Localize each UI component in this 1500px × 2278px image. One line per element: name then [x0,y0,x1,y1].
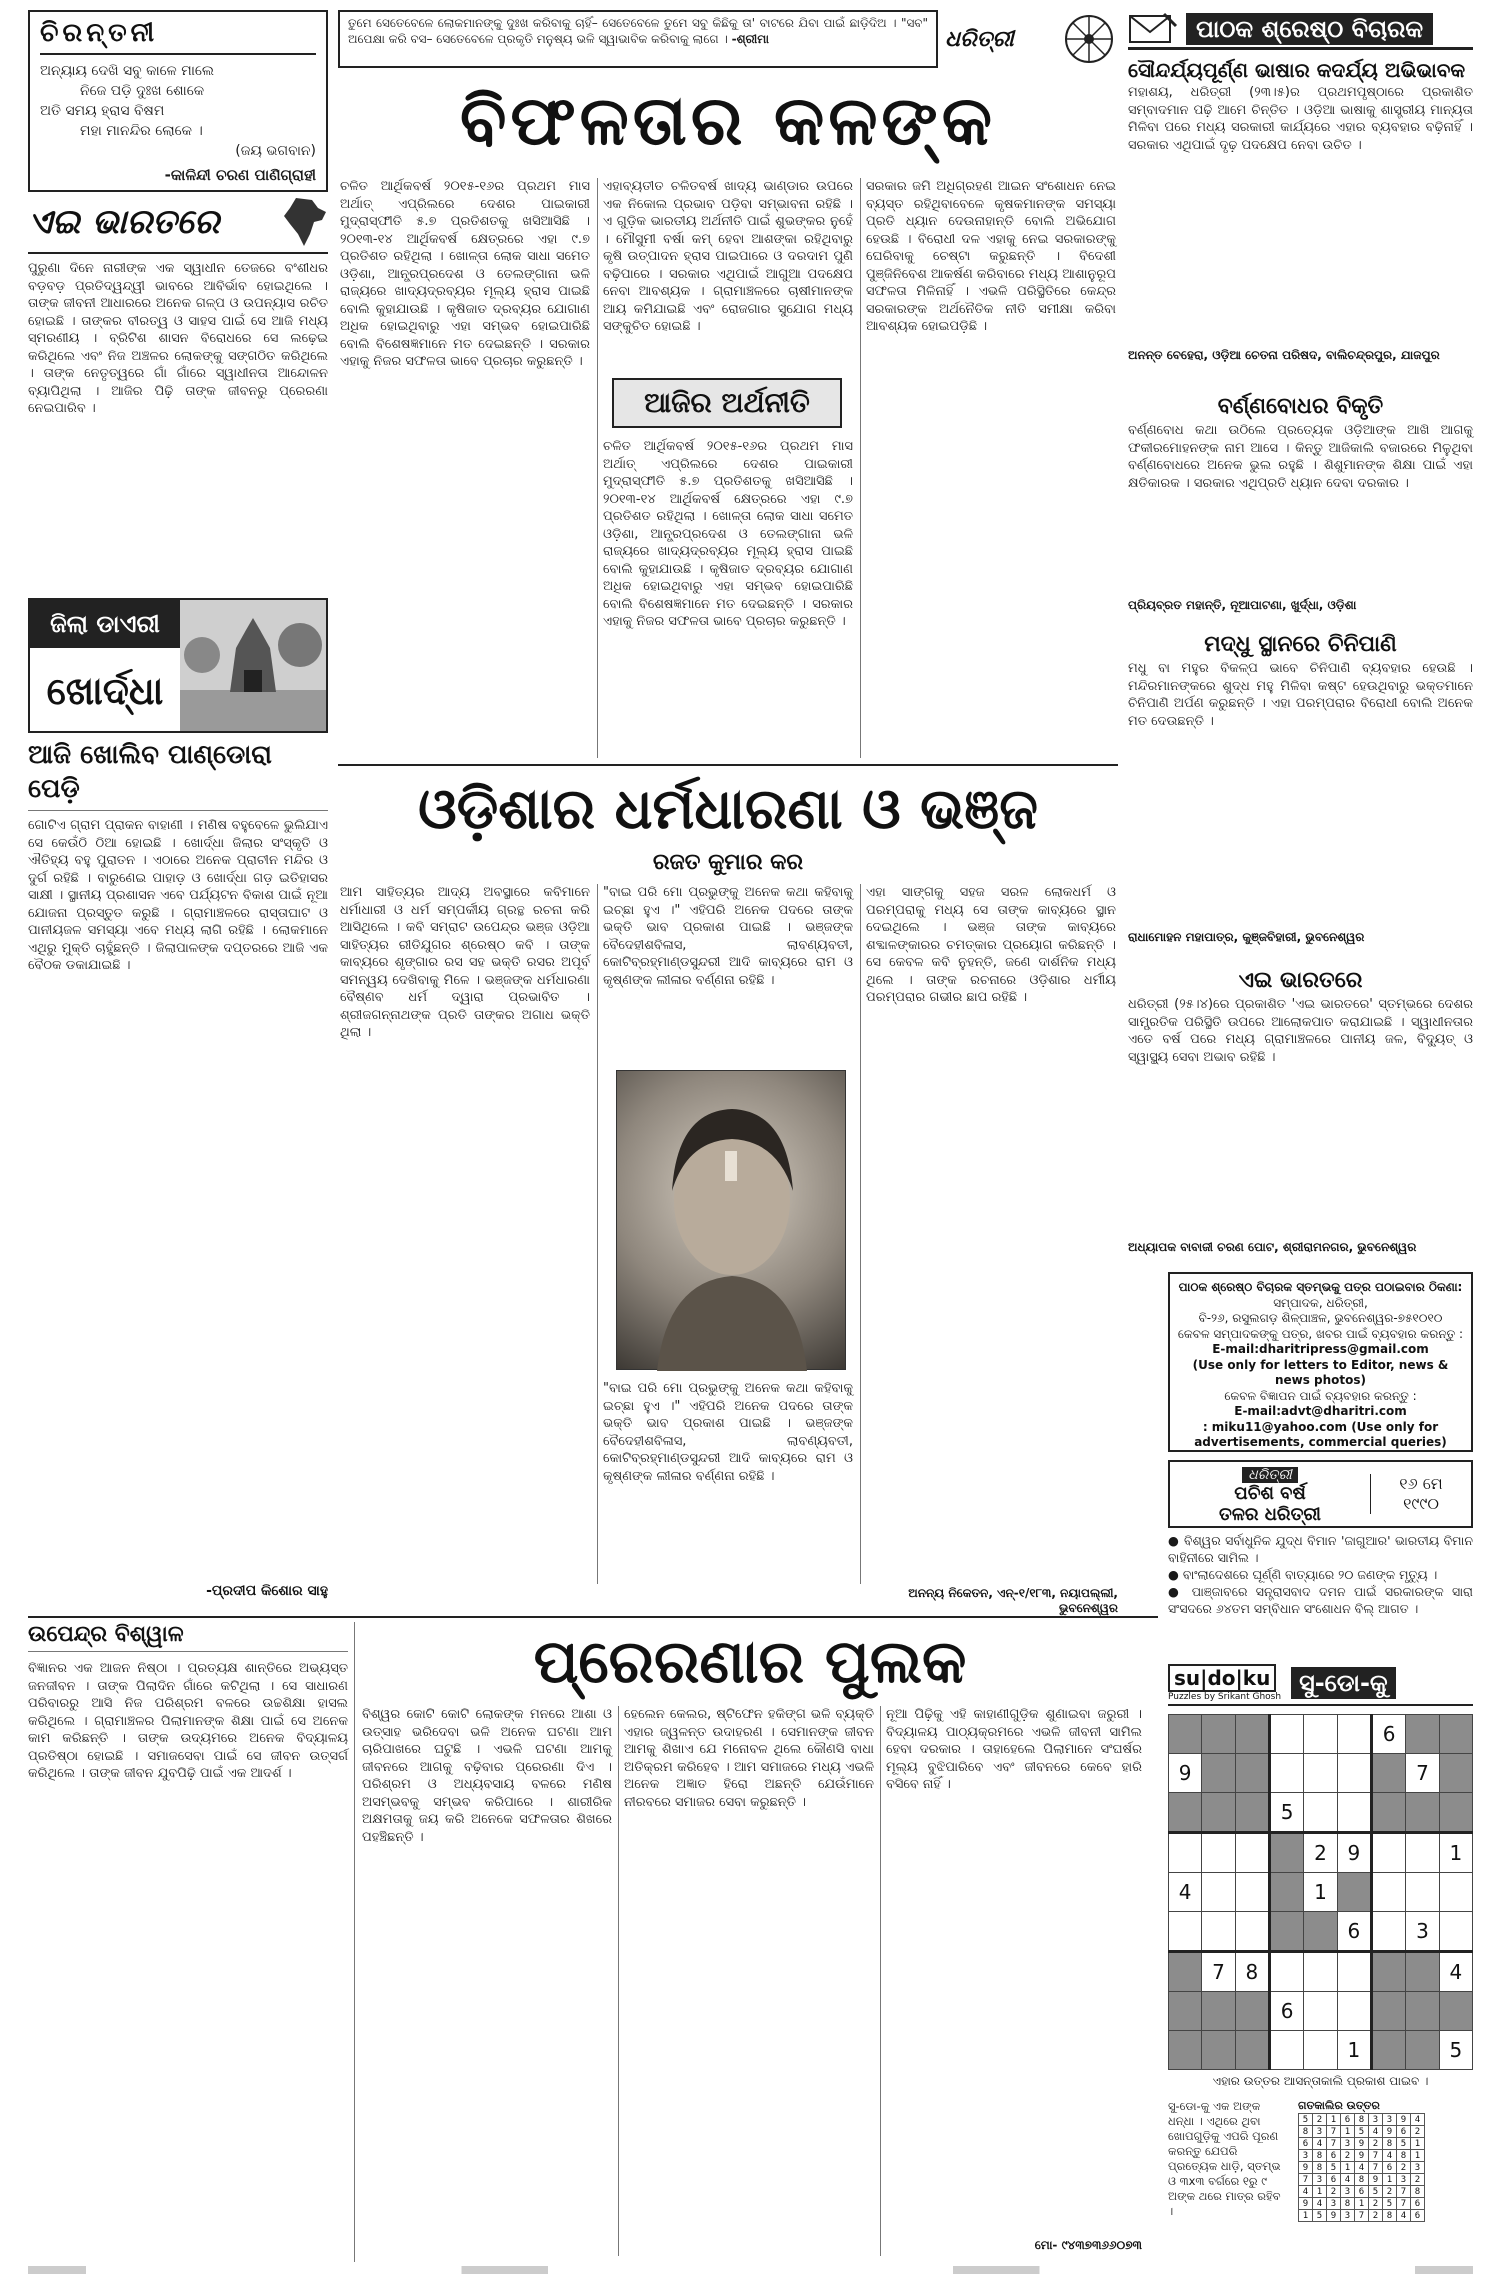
sudoku-cell[interactable] [1406,2031,1439,2070]
feature-col-3: ଏହା ସାଙ୍ଗକୁ ସହଜ ସରଳ ଲୋକଧର୍ମ ଓ ପରମ୍ପରାକୁ ମଧ୍ୟ ସେ ତାଙ୍କ କାବ୍ୟରେ ସ୍ଥାନ ଦେଇଥିଲେ । ଭଞ୍ଜ ତାଙ୍କ କାବ୍ୟରେ ଶବ୍ଦାଳଙ୍କାରର ଚମତ୍କାର ପ୍ରୟୋଗ କରିଛନ୍ତି । ସେ କେବଳ କବି ନୁହନ୍ତି, ଜଣେ ଦାର୍ଶନିକ ମଧ୍ୟ ଥିଲେ । ତାଙ୍କ ରଚନାରେ ଓଡ଼ିଶାର ଧର୍ମୀୟ ପରମ୍ପରାର ଗଭୀର ଛାପ ରହିଛି । [866,885,1116,1005]
answer-cell: 3 [1341,2138,1355,2150]
letter-body: ମହାଶୟ, ଧରିତ୍ରୀ (୨୩।୫)ର ପ୍ରଥମପୃଷ୍ଠାରେ ପ୍ରକାଶିତ ସମ୍ବାଦମାନ ପଢ଼ି ଆମେ ଚିନ୍ତିତ । ଓଡ଼ିଆ ଭାଷାକୁ ଶାସ୍ତ୍ରୀୟ ମାନ୍ୟତା ମିଳିବା ପରେ ମଧ୍ୟ ସରକାରୀ କାର୍ଯ୍ୟରେ ଏହାର ବ୍ୟବହାର ବଢ଼ିନାହିଁ । ସରକାର ଏଥିପାଇଁ ଦୃଢ଼ ପଦକ୍ଷେପ ନେବା ଉଚିତ । [1128,85,1473,153]
poem-author: -କାଳିନ୍ଦୀ ଚରଣ ପାଣିଗ୍ରାହୀ [164,166,316,184]
district-label: ଜିଲା ଡାଏରୀ [30,600,180,648]
answer-cell: 9 [1383,2126,1397,2138]
answer-cell: 6 [1411,2210,1425,2222]
sudoku-cell[interactable] [1169,2031,1202,2070]
answer-cell: 9 [1327,2210,1341,2222]
contact-line: ବି-୨୬, ରସୁଲଗଡ଼ ଶିଳ୍ପାଞ୍ଚଳ, ଭୁବନେଶ୍ୱର-୭୫୧୦୧୦ [1198,1311,1443,1325]
anniversary-item: ● ପାଞ୍ଜାବରେ ସନ୍ତ୍ରାସବାଦ ଦମନ ପାଇଁ ସରକାରଙ୍କ ସାରା ସଂସଦରେ ୬୪ତମ ସମ୍ବିଧାନ ସଂଶୋଧନ ବିଲ୍ ଆଗତ । [1168,1584,1473,1616]
answer-cell: 4 [1411,2114,1425,2126]
answer-cell: 2 [1369,2138,1383,2150]
contact-line: କେବଳ ସମ୍ପାଦକଙ୍କୁ ପତ୍ର, ଖବର ପାଇଁ ବ୍ୟବହାର କରନ୍ତୁ : [1177,1326,1464,1341]
answer-cell: 6 [1327,2174,1341,2186]
answer-cell: 3 [1313,2126,1327,2138]
poem-note: (ଜୟ ଭଗବାନ) [235,143,316,159]
letter-body: ମଧୁ ବା ମହୁର ବିକଳ୍ପ ଭାବେ ଚିନିପାଣି ବ୍ୟବହାର ହେଉଛି । ମନ୍ଦିରମାନଙ୍କରେ ଶୁଦ୍ଧ ମହୁ ମିଳିବା କଷ୍ଟ ହେଉଥିବାରୁ ଭକ୍ତମାନେ ଚିନିପାଣି ଅର୍ପଣ କରୁଛନ୍ତି । ଏହା ପରମ୍ପରାର ବିରୋଧୀ ବୋଲି ଅନେକ ମତ ଦେଉଛନ୍ତି । [1128,661,1473,729]
economy-box: ଆଜିର ଅର୍ଥନୀତି [612,378,842,428]
amabharat-body: ପୁରୁଣା ଦିନେ ନାରୀଙ୍କ ଏକ ସ୍ୱାଧୀନ ତେଜରେ ବଂଶୀଧର ବଡ଼ବଡ଼ ପ୍ରତିଦ୍ୱନ୍ଦ୍ୱୀ ଭାବରେ ଆବିର୍ଭାବ ହୋଇଥିଲେ । ତାଙ୍କ ଜୀବନୀ ଆଧାରରେ ଅନେକ ଗଳ୍ପ ଓ ଉପନ୍ୟାସ ରଚିତ ହୋଇଛି । ତାଙ୍କର ବୀରତ୍ୱ ଓ ସାହସ ପାଇଁ ସେ ଆଜି ମଧ୍ୟ ସ୍ମରଣୀୟ । ବ୍ରିଟିଶ ଶାସନ ବିରୋଧରେ ସେ ଲଢ଼େଇ କରିଥିଲେ ଏବଂ ନିଜ ଅଞ୍ଚଳର ଲୋକଙ୍କୁ ସଙ୍ଗଠିତ କରିଥିଲେ । ତାଙ୍କ ନେତୃତ୍ୱରେ ଗାଁ ଗାଁରେ ସ୍ୱାଧୀନତା ଆନ୍ଦୋଳନ ବ୍ୟାପିଥିଲା । ଆଜିର ପିଢ଼ି ତାଙ୍କ ଜୀବନରୁ ପ୍ରେରଣା ନେଇପାରିବ । [28,261,328,416]
answer-cell: 4 [1313,2138,1327,2150]
sudoku-cell[interactable] [1169,1793,1202,1833]
sudoku-cell[interactable] [1439,1992,1472,2031]
sudoku-cell[interactable]: 7 [1202,1952,1235,1992]
sudoku-cell[interactable] [1406,1873,1439,1912]
prerana-col-1: ବିଶ୍ୱର କୋଟି କୋଟି ଲୋକଙ୍କ ମନରେ ଆଶା ଓ ଉତ୍ସାହ ଭରିଦେବା ଭଳି ଅନେକ ଘଟଣା ଆମ ଚାରିପାଖରେ ଘଟୁଛି । ଏଭଳି ଘଟଣା ଆମକୁ ଜୀବନରେ ଆଗକୁ ବଢ଼ିବାର ପ୍ରେରଣା ଦିଏ । ପରିଶ୍ରମ ଓ ଅଧ୍ୟବସାୟ ବଳରେ ମଣିଷ ଅସମ୍ଭବକୁ ସମ୍ଭବ କରିପାରେ । ଶାରୀରିକ ଅକ୍ଷମତାକୁ ଜୟ କରି ଅନେକେ ସଫଳତାର ଶିଖରେ ପହଞ୍ଚିଛନ୍ତି । [362,1707,612,1845]
sudoku-cell[interactable]: 6 [1371,1715,1405,1754]
answer-cell: 2 [1397,2162,1411,2174]
sudoku-cell[interactable] [1169,1952,1202,1992]
answer-cell: 6 [1299,2138,1313,2150]
sudoku-cell[interactable]: 1 [1337,2031,1371,2070]
sudoku-cell[interactable] [1371,1754,1405,1793]
anniversary-label: ପଚିଶ ବର୍ଷ [1234,1482,1306,1504]
answer-cell: 3 [1313,2174,1327,2186]
sudoku-cell[interactable] [1439,1873,1472,1912]
answer-cell: 2 [1341,2150,1355,2162]
poem-line: ଅତି ସମୟ ହ୍ରାସ ବିଷମ [40,103,165,119]
answer-cell: 2 [1411,2174,1425,2186]
answer-cell: 2 [1411,2126,1425,2138]
sudoku-answer-note: ଏହାର ଉତ୍ତର ଆସନ୍ତାକାଲି ପ୍ରକାଶ ପାଇବ । [1212,2074,1429,2088]
answer-cell: 1 [1355,2198,1369,2210]
sudoku-section [1168,1664,1473,2264]
answer-cell: 8 [1313,2162,1327,2174]
sudoku-cell[interactable] [1235,2031,1269,2070]
upendra-title: ଉପେନ୍ଦ୍ର ବିଶ୍ୱାଳ [28,1622,348,1652]
editorial-col-1: ଚଳିତ ଆର୍ଥିକବର୍ଷ ୨୦୧୫-୧୬ର ପ୍ରଥମ ମାସ ଅର୍ଥାତ୍ ଏପ୍ରିଲରେ ଦେଶର ପାଇକାରୀ ମୁଦ୍ରାସ୍ଫୀତି ୫.୭ ପ୍ରତିଶତକୁ ଖସିଆସିଛି । ୨୦୧୩-୧୪ ଆର୍ଥିକବର୍ଷ କ୍ଷେତ୍ରରେ ଏହା ୯.୭ ପ୍ରତିଶତ ରହିଥିଲା । ଖୋଳ୍ତା ଲୋକ ସାଧା ସମେତ ଓଡ଼ିଶା, ଆନ୍ଧ୍ରପ୍ରଦେଶ ଓ ତେଲଙ୍ଗାନା ଭଳି ରାଜ୍ୟରେ ଖାଦ୍ୟଦ୍ରବ୍ୟର ମୂଲ୍ୟ ହ୍ରାସ ପାଇଛି ବୋଲି କୁହାଯାଉଛି । କୃଷିଜାତ ଦ୍ରବ୍ୟର ଯୋଗାଣ ଅଧିକ ହୋଇଥିବାରୁ ଏହା ସମ୍ଭବ ହୋଇପାରିଛି ବୋଲି ବିଶେଷଜ୍ଞମାନେ ମତ ଦେଇଛନ୍ତି । ସରକାର ଏହାକୁ ନିଜର ସଫଳତା ଭାବେ ପ୍ରଚାର କରୁଛନ୍ତି । [340,179,590,369]
contact-line: କେବଳ ବିଜ୍ଞାପନ ପାଇଁ ବ୍ୟବହାର କରନ୍ତୁ : [1224,1388,1417,1403]
sudoku-cell[interactable] [1304,1793,1337,1833]
sudoku-cell[interactable] [1235,1912,1269,1952]
contact-note: advertisements, commercial queries) [1194,1435,1447,1449]
sudoku-cell[interactable] [1371,1833,1405,1873]
sudoku-cell[interactable] [1304,1952,1337,1992]
sudoku-cell[interactable]: 7 [1406,1754,1439,1793]
sudoku-cell[interactable] [1337,1873,1371,1912]
poem-line: ନିଜେ ପଡ଼ି ଦୁଃଖ ଶୋକେ [80,83,205,99]
answer-cell: 2 [1313,2114,1327,2126]
answer-cell: 7 [1369,2150,1383,2162]
answer-cell: 1 [1383,2174,1397,2186]
answer-cell: 5 [1369,2186,1383,2198]
alt-email[interactable]: : miku11@yahoo.com (Use only for [1202,1419,1439,1434]
masthead-quote-author: -ଶ୍ରୀମା [731,32,769,46]
answer-cell: 1 [1411,2150,1425,2162]
answer-cell: 7 [1327,2138,1341,2150]
sudoku-cell[interactable] [1371,2031,1405,2070]
answer-cell: 8 [1313,2150,1327,2162]
anniversary-label: ତଳର ଧରିତ୍ରୀ [1219,1503,1321,1525]
answer-cell: 2 [1327,2186,1341,2198]
anniversary-date: ୧୬ ମେ [1399,1474,1443,1493]
answer-cell: 9 [1299,2162,1313,2174]
sudoku-cell[interactable] [1439,1754,1472,1793]
answer-cell: 1 [1341,2162,1355,2174]
temple-photo [180,600,326,731]
anniversary-logo: ଧରିତ୍ରୀ [1242,1467,1298,1483]
sudoku-cell[interactable] [1269,1754,1303,1793]
sudoku-cell[interactable] [1235,1754,1269,1793]
answer-cell: 5 [1327,2162,1341,2174]
answer-cell: 5 [1299,2114,1313,2126]
sudoku-cell[interactable] [1202,1912,1235,1952]
sudoku-label: ସୁ-ଡୋ-କୁ [1291,1667,1396,1699]
sudoku-cell[interactable] [1169,1992,1202,2031]
letter-sign: ପ୍ରିୟବ୍ରତ ମହାନ୍ତି, ନୂଆପାଟଣା, ଖୁର୍ଦ୍ଧା, ଓଡ଼ିଶା [1128,598,1357,612]
answer-cell: 4 [1369,2126,1383,2138]
sudoku-cell[interactable]: 6 [1269,1992,1303,2031]
footer-bar [28,2266,1473,2274]
letter-sign: ଅନନ୍ତ ବେହେରା, ଓଡ଼ିଆ ଚେତନା ପରିଷଦ, ବାଲିଚନ୍ଦ୍ରପୁର, ଯାଜପୁର [1128,348,1440,362]
sudoku-cell[interactable] [1304,1992,1337,2031]
feature-col-2b: "ବାଇ ପରି ମୋ ପ୍ରଭୁଙ୍କୁ ଅନେକ କଥା କହିବାକୁ ଇଚ୍ଛା ହୁଏ ।" ଏହିପରି ଅନେକ ପଦରେ ତାଙ୍କ ଭକ୍ତି ଭାବ ପ୍ରକାଶ ପାଇଛି । ଭଞ୍ଜଙ୍କ ବୈଦେହୀଶବିଳାସ, ଲାବଣ୍ୟବତୀ, କୋଟିବ୍ରହ୍ମାଣ୍ଡସୁନ୍ଦରୀ ଆଦି କାବ୍ୟରେ ରାମ ଓ କୃଷ୍ଣଙ୍କ ଲୀଳାର ବର୍ଣ୍ଣନା ରହିଛି । [603,1381,853,1484]
sudoku-cell[interactable]: 5 [1439,2031,1472,2070]
sudoku-cell[interactable] [1235,1833,1269,1873]
answer-cell: 3 [1341,2186,1355,2198]
answer-cell: 9 [1369,2174,1383,2186]
sudoku-cell[interactable] [1269,1952,1303,1992]
reader-header-title: ପାଠକ ଶ୍ରେଷ୍ଠ ବିଚାରକ [1186,13,1433,45]
answer-cell: 9 [1355,2138,1369,2150]
letter-sign: ଅଧ୍ୟାପକ ବାବାଜୀ ଚରଣ ପୋଟ, ଶ୍ରୀରାମନଗର, ଭୁବନେଶ୍ୱର [1128,1240,1417,1254]
letter-2 [1128,392,1473,624]
answer-cell: 7 [1327,2126,1341,2138]
sudoku-answer-label: ଗତକାଲିର ଉତ୍ତର [1298,2099,1380,2112]
letter-4 [1128,966,1473,1266]
contact-box [1168,1272,1473,1452]
answer-cell: 3 [1369,2114,1383,2126]
sudoku-cell[interactable] [1235,1873,1269,1912]
answer-cell: 1 [1341,2126,1355,2138]
sudoku-cell[interactable]: 8 [1235,1952,1269,1992]
answer-cell: 7 [1355,2210,1369,2222]
upendra-body: ବିଜ୍ଞାନର ଏକ ଆଜନ ନିଷ୍ଠା । ପ୍ରତ୍ୟକ୍ଷ ଶାନ୍ତିରେ ଅଭ୍ୟସ୍ତ ଜନଜୀବନ । ତାଙ୍କ ପିଲାଦିନ ଗାଁରେ କଟିଥିଲା । ସେ ସାଧାରଣ ପରିବାରରୁ ଆସି ନିଜ ପରିଶ୍ରମ ବଳରେ ଉଚ୍ଚଶିକ୍ଷା ହାସଲ କରିଥିଲେ । ଗ୍ରାମାଞ୍ଚଳର ପିଲାମାନଙ୍କ ଶିକ୍ଷା ପାଇଁ ସେ ଅନେକ କାମ କରିଛନ୍ତି । ତାଙ୍କ ଉଦ୍ୟମରେ ଅନେକ ବିଦ୍ୟାଳୟ ପ୍ରତିଷ୍ଠା ହୋଇଛି । ସମାଜସେବା ପାଇଁ ସେ ଜୀବନ ଉତ୍ସର୍ଗ କରିଥିଲେ । ତାଙ୍କ ଜୀବନ ଯୁବପିଢ଼ି ପାଇଁ ଏକ ଆଦର୍ଶ । [28,1661,348,1781]
answer-cell: 7 [1369,2162,1383,2174]
sudoku-cell[interactable] [1304,1754,1337,1793]
anniversary-item: ● ବିଶ୍ୱର ସର୍ବାଧୁନିକ ଯୁଦ୍ଧ ବିମାନ 'ଜାଗୁଆର' ଭାରତୀୟ ବିମାନ ବାହିନୀରେ ସାମିଲ । [1168,1533,1473,1565]
feature-byline: ରଜତ କୁମାର କର [652,850,804,875]
answer-cell: 4 [1383,2150,1397,2162]
editorial-col-2: ଏହାବ୍ୟତୀତ ଚଳିତବର୍ଷ ଖାଦ୍ୟ ଭାଣ୍ଡାର ଉପରେ ଏକ ନିକୋଲ ପ୍ରଭାବ ପଡ଼ିବା ସମ୍ଭାବନା ରହିଛି । ଏ ଗୁଡ଼ିକ ଭାରତୀୟ ଅର୍ଥନୀତି ପାଇଁ ଶୁଭଙ୍କର ନୁହେଁ । ମୌସୁମୀ ବର୍ଷା କମ୍ ହେବା ଆଶଙ୍କା ରହିଥିବାରୁ କୃଷି ଉତ୍ପାଦନ ହ୍ରାସ ପାଇପାରେ ଓ ଦରଦାମ ପୁଣି ବଢ଼ିପାରେ । ସରକାର ଏଥିପାଇଁ ଆଗୁଆ ପଦକ୍ଷେପ ନେବା ଆବଶ୍ୟକ । ଗ୍ରାମାଞ୍ଚଳରେ ଚାଷୀମାନଙ୍କ ଆୟ କମିଯାଇଛି ଏବଂ ରୋଜଗାର ସୁଯୋଗ ମଧ୍ୟ ସଙ୍କୁଚିତ ହୋଇଛି । [603,179,853,334]
answer-cell: 4 [1299,2186,1313,2198]
prerana-headline: ପ୍ରେରଣାର ପୁଲକ [533,1627,967,1697]
chirantani-box [28,10,328,192]
feature-sign: ଅନନ୍ୟ ନିକେତନ, ଏନ୍-୧/୧୮୩, ନୟାପଲ୍ଲୀ, ଭୁବନେଶ୍ୱର [908,1586,1118,1615]
sudoku-cell[interactable] [1337,1952,1371,1992]
answer-cell: 3 [1327,2198,1341,2210]
sudoku-cell[interactable] [1169,1912,1202,1952]
sudoku-cell[interactable] [1269,1715,1303,1754]
answer-cell: 8 [1397,2150,1411,2162]
answer-cell: 3 [1411,2162,1425,2174]
editorial-col-2b: ଚଳିତ ଆର୍ଥିକବର୍ଷ ୨୦୧୫-୧୬ର ପ୍ରଥମ ମାସ ଅର୍ଥାତ୍ ଏପ୍ରିଲରେ ଦେଶର ପାଇକାରୀ ମୁଦ୍ରାସ୍ଫୀତି ୫.୭ ପ୍ରତିଶତକୁ ଖସିଆସିଛି । ୨୦୧୩-୧୪ ଆର୍ଥିକବର୍ଷ କ୍ଷେତ୍ରରେ ଏହା ୯.୭ ପ୍ରତିଶତ ରହିଥିଲା । ଖୋଳ୍ତା ଲୋକ ସାଧା ସମେତ ଓଡ଼ିଶା, ଆନ୍ଧ୍ରପ୍ରଦେଶ ଓ ତେଲଙ୍ଗାନା ଭଳି ରାଜ୍ୟରେ ଖାଦ୍ୟଦ୍ରବ୍ୟର ମୂଲ୍ୟ ହ୍ରାସ ପାଇଛି ବୋଲି କୁହାଯାଉଛି । କୃଷିଜାତ ଦ୍ରବ୍ୟର ଯୋଗାଣ ଅଧିକ ହୋଇଥିବାରୁ ଏହା ସମ୍ଭବ ହୋଇପାରିଛି ବୋଲି ବିଶେଷଜ୍ଞମାନେ ମତ ଦେଇଛନ୍ତି । ସରକାର ଏହାକୁ ନିଜର ସଫଳତା ଭାବେ ପ୍ରଚାର କରୁଛନ୍ତି । [603,439,853,629]
sudoku-cell[interactable] [1235,1793,1269,1833]
answer-cell: 6 [1341,2114,1355,2126]
sudoku-cell[interactable]: 3 [1406,1912,1439,1952]
sudoku-cell[interactable]: 5 [1269,1793,1303,1833]
sudoku-cell[interactable]: 2 [1304,1833,1337,1873]
sudoku-cell[interactable] [1406,1833,1439,1873]
answer-cell: 8 [1383,2138,1397,2150]
sudoku-cell[interactable] [1406,1715,1439,1754]
answer-cell: 6 [1411,2198,1425,2210]
answer-cell: 7 [1299,2174,1313,2186]
sudoku-cell[interactable]: 4 [1439,1952,1472,1992]
sudoku-cell[interactable] [1406,1793,1439,1833]
wheel-logo-icon [1063,13,1115,65]
answer-cell: 8 [1383,2210,1397,2222]
answer-cell: 4 [1313,2198,1327,2210]
sudoku-cell[interactable] [1371,1793,1405,1833]
answer-cell: 5 [1313,2210,1327,2222]
answer-cell: 8 [1341,2198,1355,2210]
answer-cell: 6 [1397,2126,1411,2138]
reader-header [1128,10,1473,50]
sudoku-brand: su|do|ku [1168,1664,1276,1692]
answer-cell: 1 [1313,2186,1327,2198]
prerana-col-2: ହେଲେନ କେଲର, ଷ୍ଟିଫେନ ହକିଙ୍ଗ ଭଳି ବ୍ୟକ୍ତି ଏହାର ଜ୍ୱଳନ୍ତ ଉଦାହରଣ । ସେମାନଙ୍କ ଜୀବନ ଆମକୁ ଶିଖାଏ ଯେ ମନୋବଳ ଥିଲେ କୌଣସି ବାଧା ଅତିକ୍ରମ କରିହେବ । ଆମ ସମାଜରେ ମଧ୍ୟ ଏଭଳି ଅନେକ ଅଜ୍ଞାତ ହିରୋ ଅଛନ୍ତି ଯେଉଁମାନେ ନୀରବରେ ସମାଜର ସେବା କରୁଛନ୍ତି । [624,1707,874,1810]
anniversary-box [1168,1460,1473,1660]
sudoku-rules: ସୁ-ଡୋ-କୁ ଏକ ଅଙ୍କ ଧନ୍ଧା । ଏଥିରେ ଥିବା ଖୋପଗୁଡ଼ିକୁ ଏପରି ପୂରଣ କରନ୍ତୁ ଯେପରି ପ୍ରତ୍ୟେକ ଧାଡ଼ି, ସ୍ତମ୍ଭ ଓ ୩x୩ ବର୍ଗରେ ୧ରୁ ୯ ଅଙ୍କ ଥରେ ମାତ୍ର ରହିବ । [1168,2099,1281,2218]
letter-title: ବର୍ଣ୍ଣବୋଧର ବିକୃତି [1217,394,1384,419]
sudoku-cell[interactable] [1202,1754,1235,1793]
answer-cell: 6 [1327,2150,1341,2162]
sudoku-cell[interactable] [1371,1873,1405,1912]
answer-cell: 2 [1383,2186,1397,2198]
sudoku-cell[interactable] [1169,1715,1202,1754]
answer-cell: 1 [1299,2210,1313,2222]
answer-cell: 8 [1299,2126,1313,2138]
answer-cell: 2 [1369,2210,1383,2222]
district-story [28,738,328,1598]
prerana-col-3: ନୂଆ ପିଢ଼ିକୁ ଏହି କାହାଣୀଗୁଡ଼ିକ ଶୁଣାଇବା ଜରୁରୀ । ବିଦ୍ୟାଳୟ ପାଠ୍ୟକ୍ରମରେ ଏଭଳି ଜୀବନୀ ସାମିଲ ହେବା ଦରକାର । ତାହାହେଲେ ପିଲାମାନେ ସଂଘର୍ଷର ମୂଲ୍ୟ ବୁଝିପାରିବେ ଏବଂ ଜୀବନରେ କେବେ ହାରି ବସିବେ ନାହିଁ । [886,1707,1142,1792]
anniversary-date: ୧୯୯୦ [1403,1494,1439,1513]
answer-cell: 1 [1411,2138,1425,2150]
letter-body: ବର୍ଣ୍ଣବୋଧ କଥା ଉଠିଲେ ପ୍ରତ୍ୟେକ ଓଡ଼ିଆଙ୍କ ଆଖି ଆଗକୁ ଫକୀରମୋହନଙ୍କ ନାମ ଆସେ । କିନ୍ତୁ ଆଜିକାଲି ବଜାରରେ ମିଳୁଥିବା ବର୍ଣ୍ଣବୋଧରେ ଅନେକ ଭୁଲ ରହୁଛି । ଶିଶୁମାନଙ୍କ ଶିକ୍ଷା ପାଇଁ ଏହା କ୍ଷତିକାରକ । ସରକାର ଏଥିପ୍ରତି ଧ୍ୟାନ ଦେବା ଦରକାର । [1128,423,1473,491]
answer-cell: 5 [1355,2126,1369,2138]
contact-note: (Use only for letters to Editor, news & news photos) [1192,1357,1449,1387]
envelope-icon [1128,12,1178,46]
answer-cell: 5 [1397,2138,1411,2150]
answer-cell: 6 [1355,2186,1369,2198]
sudoku-cell[interactable] [1202,1715,1235,1754]
answer-cell: 3 [1341,2210,1355,2222]
contact-line: ସମ୍ପାଦକ, ଧରିତ୍ରୀ, [1273,1295,1368,1310]
letter-body: ଧରିତ୍ରୀ (୨୫।୪)ରେ ପ୍ରକାଶିତ 'ଏଇ ଭାରତରେ' ସ୍ତମ୍ଭରେ ଦେଶର ସାମ୍ପ୍ରତିକ ପରିସ୍ଥିତି ଉପରେ ଆଲୋକପାତ କରାଯାଇଛି । ସ୍ୱାଧୀନତାର ଏତେ ବର୍ଷ ପରେ ମଧ୍ୟ ଗ୍ରାମାଞ୍ଚଳରେ ପାନୀୟ ଜଳ, ବିଦ୍ୟୁତ୍ ଓ ସ୍ୱାସ୍ଥ୍ୟ ସେବା ଅଭାବ ରହିଛି । [1128,997,1473,1065]
contact-line: ପାଠକ ଶ୍ରେଷ୍ଠ ବିଚାରକ ସ୍ତମ୍ଭକୁ ପତ୍ର ପଠାଇବାର ଠିକଣା: [1178,1280,1463,1294]
sudoku-cell[interactable]: 9 [1337,1833,1371,1873]
sudoku-cell[interactable] [1337,1992,1371,2031]
letter-1 [1128,56,1473,386]
sudoku-cell[interactable] [1371,1952,1405,1992]
sudoku-cell[interactable] [1202,1833,1235,1873]
answer-cell: 9 [1299,2198,1313,2210]
letter-3 [1128,630,1473,960]
sudoku-cell[interactable] [1304,1912,1337,1952]
answer-cell: 4 [1397,2210,1411,2222]
main-headline: ବିଫଳତାର କଳଙ୍କ [460,82,996,161]
answer-cell: 4 [1341,2174,1355,2186]
editorial-col-3: ସରକାର ଜମି ଅଧିଗ୍ରହଣ ଆଇନ ସଂଶୋଧନ ନେଇ ବ୍ୟସ୍ତ ରହିଥିବାବେଳେ କୃଷକମାନଙ୍କ ସମସ୍ୟା ପ୍ରତି ଧ୍ୟାନ ଦେଉନାହାନ୍ତି ବୋଲି ଅଭିଯୋଗ ହେଉଛି । ବିରୋଧୀ ଦଳ ଏହାକୁ ନେଇ ସରକାରଙ୍କୁ ଘେରିବାକୁ ଚେଷ୍ଟା କରୁଛନ୍ତି । ବିଦେଶୀ ପୁଞ୍ଜିନିବେଶ ଆକର୍ଷଣ କରିବାରେ ମଧ୍ୟ ଆଶାନୁରୂପ ସଫଳତା ମିଳିନାହିଁ । ଏଭଳି ପରିସ୍ଥିତିରେ କେନ୍ଦ୍ର ସରକାରଙ୍କ ଅର୍ଥନୈତିକ ନୀତି ସମୀକ୍ଷା କରିବା ଆବଶ୍ୟକ ହୋଇପଡ଼ିଛି । [866,179,1116,334]
sudoku-cell[interactable] [1202,1793,1235,1833]
sudoku-cell[interactable]: 1 [1439,1833,1472,1873]
sudoku-cell[interactable] [1235,1715,1269,1754]
answer-cell: 8 [1411,2186,1425,2198]
amabharat-section [28,196,328,591]
dharitri-logo-text: ଧରିତ୍ରୀ [945,26,1014,52]
editor-email[interactable]: E-mail:dharitripress@gmail.com [1212,1342,1429,1356]
answer-cell: 3 [1383,2114,1397,2126]
letter-sign: ରାଧାମୋହନ ମହାପାତ୍ର, କୁଞ୍ଜବିହାରୀ, ଭୁବନେଶ୍ୱର [1128,930,1365,944]
sudoku-cell[interactable] [1202,2031,1235,2070]
sudoku-cell[interactable] [1406,1952,1439,1992]
sudoku-cell[interactable]: 1 [1304,1873,1337,1912]
answer-cell: 3 [1397,2174,1411,2186]
answer-cell: 9 [1355,2150,1369,2162]
feature-col-1: ଆମ ସାହିତ୍ୟର ଆଦ୍ୟ ଅବସ୍ଥାରେ କବିମାନେ ଧର୍ମାଧାରୀ ଓ ଧର୍ମ ସମ୍ପର୍କୀୟ ଗ୍ରନ୍ଥ ରଚନା କରି ଆସିଥିଲେ । କବି ସମ୍ରାଟ ଉପେନ୍ଦ୍ର ଭଞ୍ଜ ଓଡ଼ିଆ ସାହିତ୍ୟର ରୀତିଯୁଗର ଶ୍ରେଷ୍ଠ କବି । ତାଙ୍କ କାବ୍ୟରେ ଶୃଙ୍ଗାର ରସ ସହ ଭକ୍ତି ରସର ଅପୂର୍ବ ସମନ୍ୱୟ ଦେଖିବାକୁ ମିଳେ । ଭଞ୍ଜଙ୍କ ଧର୍ମଧାରଣା ବୈଷ୍ଣବ ଧର୍ମ ଦ୍ୱାରା ପ୍ରଭାବିତ । ଶ୍ରୀଜଗନ୍ନାଥଙ୍କ ପ୍ରତି ତାଙ୍କର ଅଗାଧ ଭକ୍ତି ଥିଲା । [340,885,590,1040]
sudoku-cell[interactable] [1202,1873,1235,1912]
sudoku-cell[interactable] [1406,1992,1439,2031]
district-author: -ପ୍ରଦୀପ କିଶୋର ସାହୁ [206,1583,328,1599]
district-headline: ଆଜି ଖୋଲିବ ପାଣ୍ଡୋରା ପେଡ଼ି [28,738,328,811]
district-diary [28,598,328,733]
sudoku-cell[interactable] [1439,1715,1472,1754]
answer-cell: 9 [1397,2114,1411,2126]
sudoku-cell[interactable] [1304,2031,1337,2070]
masthead-quote: ତୁମେ ସେତେବେଳେ ଲୋକମାନଙ୍କୁ ଦୁଃଖ କରିବାକୁ ଚାହିଁ– ସେତେବେଳେ ତୁମେ ସବୁ କିଛିକୁ ତା' ବାଟରେ ଯିବା ପାଇଁ ଛାଡ଼ିଦିଅ । "ସବ" ଅପେକ୍ଷା କରି ବସ– ସେତେବେଳେ ପ୍ରକୃତି ମନୁଷ୍ୟ ଭଳି ସ୍ୱାଭାବିକ କରିବାକୁ ଲାଗେ । [348,16,928,46]
answer-cell: 1 [1327,2114,1341,2126]
answer-cell: 5 [1383,2198,1397,2210]
sudoku-cell[interactable] [1439,1793,1472,1833]
chirantani-title: ଚିରନ୍ତନୀ [40,18,159,48]
sudoku-cell[interactable]: 4 [1169,1873,1202,1912]
answer-cell: 2 [1369,2198,1383,2210]
sudoku-credit: Puzzles by Srikant Ghosh [1168,1692,1282,1702]
poem-line: ଅନ୍ୟାୟ ଦେଖି ସବୁ କାଳେ ମାଲେ [40,63,215,79]
answer-cell: 8 [1355,2114,1369,2126]
amabharat-title: ଏଇ ଭାରତରେ [28,202,220,242]
sudoku-grid[interactable] [1168,1714,1473,2070]
answer-cell: 4 [1355,2162,1369,2174]
sudoku-cell[interactable] [1269,1873,1303,1912]
feature-col-2: "ବାଇ ପରି ମୋ ପ୍ରଭୁଙ୍କୁ ଅନେକ କଥା କହିବାକୁ ଇଚ୍ଛା ହୁଏ ।" ଏହିପରି ଅନେକ ପଦରେ ତାଙ୍କ ଭକ୍ତି ଭାବ ପ୍ରକାଶ ପାଇଛି । ଭଞ୍ଜଙ୍କ ବୈଦେହୀଶବିଳାସ, ଲାବଣ୍ୟବତୀ, କୋଟିବ୍ରହ୍ମାଣ୍ଡସୁନ୍ଦରୀ ଆଦି କାବ୍ୟରେ ରାମ ଓ କୃଷ୍ଣଙ୍କ ଲୀଳାର ବର୍ଣ୍ଣନା ରହିଛି । [603,885,853,988]
sudoku-cell[interactable] [1202,1992,1235,2031]
sudoku-cell[interactable]: 6 [1337,1912,1371,1952]
sudoku-cell[interactable] [1269,1833,1303,1873]
answer-cell: 6 [1383,2162,1397,2174]
sudoku-cell[interactable] [1371,1992,1405,2031]
letter-title: ଏଇ ଭାରତରେ [1238,968,1363,993]
upendra-section [28,1622,348,2262]
answer-cell: 8 [1355,2174,1369,2186]
dharitri-logo [945,10,1115,68]
sudoku-answer-grid [1298,2113,1425,2222]
feature-headline: ଓଡ଼ିଶାର ଧର୍ମଧାରଣା ଓ ଭଞ୍ଜ [418,777,1038,842]
bhanja-portrait [616,1070,846,1370]
quote-box [338,10,938,68]
sudoku-cell[interactable] [1337,1715,1371,1754]
sudoku-cell[interactable] [1169,1833,1202,1873]
district-name: ଖୋର୍ଦ୍ଧା [46,669,164,713]
answer-cell: 3 [1299,2150,1313,2162]
sudoku-cell[interactable]: 9 [1169,1754,1202,1793]
sudoku-cell[interactable] [1337,1754,1371,1793]
prerana-sign: ମୋ- ୯୪୩୭୩୬୬୦୭୩ [1034,2238,1142,2252]
answer-cell: 7 [1397,2198,1411,2210]
sudoku-cell[interactable] [1304,1715,1337,1754]
letter-title: ମଦ୍ଧୁ ସ୍ଥାନରେ ଚିନିପାଣି [1204,632,1397,657]
advt-email[interactable]: E-mail:advt@dharitri.com [1234,1404,1407,1418]
answer-cell: 7 [1397,2186,1411,2198]
district-body: ଗୋଟିଏ ଗ୍ରାମ ପ୍ରାକନ ବାହାଣୀ । ମଣିଷ ବହୁବେଳେ ଭୁଲିଯାଏ ସେ କେଉଁଠି ଠିଆ ହୋଇଛି । ଖୋର୍ଦ୍ଧା ଜିଲାର ସଂସ୍କୃତି ଓ ଐତିହ୍ୟ ବହୁ ପୁରାତନ । ଏଠାରେ ଅନେକ ପ୍ରାଚୀନ ମନ୍ଦିର ଓ ଦୁର୍ଗ ରହିଛି । ବାରୁଣେଇ ପାହାଡ଼ ଓ ଖୋର୍ଦ୍ଧା ଗଡ଼ ଇତିହାସର ସାକ୍ଷୀ । ସ୍ଥାନୀୟ ପ୍ରଶାସନ ଏବେ ପର୍ଯ୍ୟଟନ ବିକାଶ ପାଇଁ ନୂଆ ଯୋଜନା ପ୍ରସ୍ତୁତ କରୁଛି । ଗ୍ରାମାଞ୍ଚଳରେ ରାସ୍ତାଘାଟ ଓ ପାନୀୟଜଳ ସମସ୍ୟା ଏବେ ମଧ୍ୟ ଲାଗି ରହିଛି । ଲୋକମାନେ ଏଥିରୁ ମୁକ୍ତି ଚାହୁଁଛନ୍ତି । ଜିଲାପାଳଙ୍କ ଦପ୍ତରରେ ଆଜି ଏକ ବୈଠକ ଡକାଯାଇଛି । [28,818,328,973]
sudoku-cell[interactable] [1269,2031,1303,2070]
anniversary-item: ● ବାଂଲାଦେଶରେ ଘୂର୍ଣ୍ଣି ବାତ୍ୟାରେ ୨୦ ଜଣଙ୍କ ମୃତ୍ୟୁ । [1168,1567,1438,1582]
sudoku-cell[interactable] [1439,1912,1472,1952]
sudoku-cell[interactable] [1337,1793,1371,1833]
india-map-icon [282,196,328,248]
poem-line: ମହା ମାନନ୍ଦିର ଲୋକେ । [80,123,203,139]
sudoku-cell[interactable] [1269,1912,1303,1952]
sudoku-cell[interactable] [1235,1992,1269,2031]
letter-title: ସୌନ୍ଦର୍ଯ୍ୟପୂର୍ଣ୍ଣ ଭାଷାର କଦର୍ଯ୍ୟ ଅଭିଭାବକ [1128,58,1466,82]
sudoku-cell[interactable] [1371,1912,1405,1952]
